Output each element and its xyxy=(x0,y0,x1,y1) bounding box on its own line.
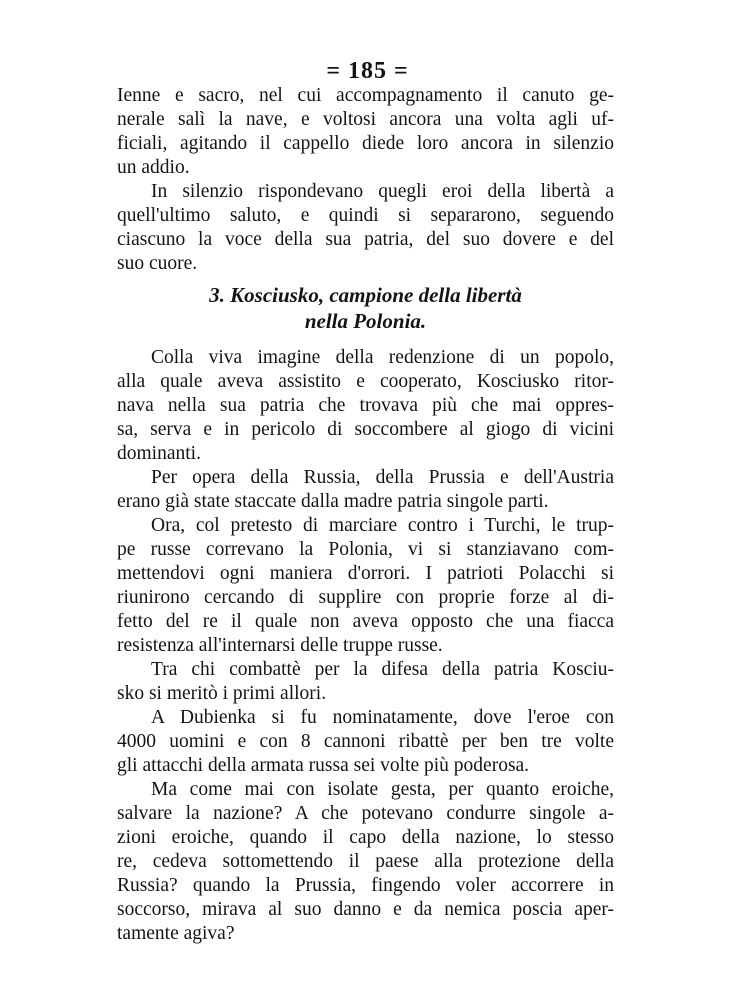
text-line: salvare la nazione? A che potevano condurre singole a- xyxy=(117,803,614,824)
text-line: Ma come mai con isolate gesta, per quanto eroiche, xyxy=(151,779,614,800)
text-line: suo cuore. xyxy=(117,253,198,274)
text-line: quell'ultimo saluto, e quindi si separarono, seguendo xyxy=(117,205,614,226)
intro-text xyxy=(117,84,614,276)
text-line: Per opera della Russia, della Prussia e dell'Austria xyxy=(151,467,614,488)
page-number: = 185 = xyxy=(326,58,409,84)
text-line: zioni eroiche, quando il capo della nazione, lo stesso xyxy=(117,827,614,848)
text-line: Colla viva imagine della redenzione di un popolo, xyxy=(151,347,614,368)
paragraph xyxy=(117,514,614,658)
text-line: un addio. xyxy=(117,157,190,178)
paragraph xyxy=(117,466,614,514)
text-line: Tra chi combattè per la difesa della patria Kosciu- xyxy=(151,659,614,680)
text-line: Russia? quando la Prussia, fingendo voler accorrere in xyxy=(117,875,614,896)
text-line: alla quale aveva assistito e cooperato, Kosciusko ritor- xyxy=(117,371,614,392)
text-line: re, cedeva sottomettendo il paese alla protezione della xyxy=(117,851,614,872)
text-line: In silenzio rispondevano quegli eroi della libertà a xyxy=(151,181,614,202)
body-text xyxy=(117,346,614,946)
paragraph xyxy=(117,84,614,180)
paragraph xyxy=(117,180,614,276)
text-line: Ienne e sacro, nel cui accompagnamento il canuto ge- xyxy=(117,85,614,106)
text-line: ficiali, agitando il cappello diede loro ancora in silenzio xyxy=(117,133,614,154)
paragraph xyxy=(117,346,614,466)
text-line: A Dubienka si fu nominatamente, dove l'eroe con xyxy=(151,707,614,728)
text-line: resistenza all'internarsi delle truppe russe. xyxy=(117,635,443,656)
paragraph xyxy=(117,658,614,706)
text-line: Ora, col pretesto di marciare contro i Turchi, le trup- xyxy=(151,515,614,536)
text-line: sko si meritò i primi allori. xyxy=(117,683,327,704)
text-line: soccorso, mirava al suo danno e da nemica poscia aper- xyxy=(117,899,614,920)
text-line: ciascuno la voce della sua patria, del suo dovere e del xyxy=(117,229,614,250)
text-line: gli attacchi della armata russa sei volte più poderosa. xyxy=(117,755,530,776)
heading-line: 3. Kosciusko, campione della libertà xyxy=(209,283,522,307)
heading-line: nella Polonia. xyxy=(304,309,427,333)
text-line: erano già state staccate dalla madre patria singole parti. xyxy=(117,491,549,512)
text-line: sa, serva e in pericolo di soccombere al giogo di vicini xyxy=(117,419,614,440)
text-line: fetto del re il quale non aveva opposto che una fiacca xyxy=(117,611,614,632)
text-line: pe russe correvano la Polonia, vi si stanziavano com- xyxy=(117,539,614,560)
text-line: 4000 uomini e con 8 cannoni ribattè per ben tre volte xyxy=(117,731,614,752)
text-line: nava nella sua patria che trovava più che mai oppres- xyxy=(117,395,614,416)
text-line: riunirono cercando di supplire con proprie forze al di- xyxy=(117,587,614,608)
text-line: tamente agiva? xyxy=(117,923,235,944)
section-heading xyxy=(117,282,614,334)
paragraph xyxy=(117,706,614,778)
text-line: mettendovi ogni maniera d'orrori. I patrioti Polacchi si xyxy=(117,563,614,584)
paragraph xyxy=(117,778,614,946)
text-line: dominanti. xyxy=(117,443,201,464)
text-line: nerale salì la nave, e voltosi ancora una volta agli uf- xyxy=(117,109,614,130)
